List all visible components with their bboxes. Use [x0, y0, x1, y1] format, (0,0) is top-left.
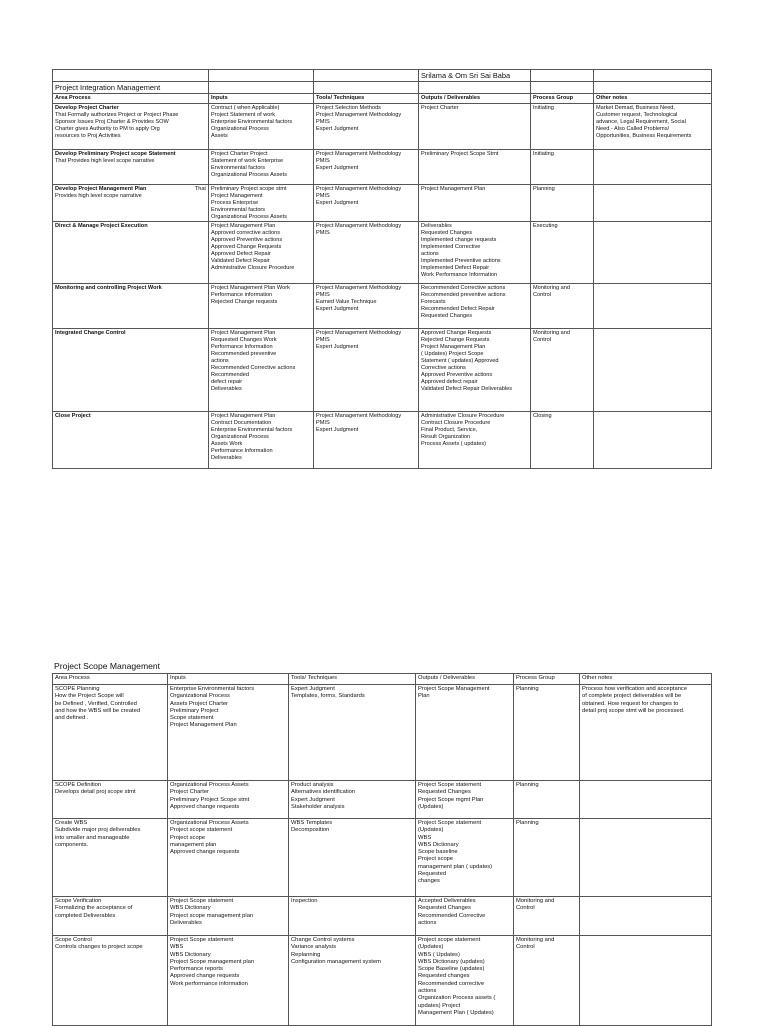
area-cell: Scope Control Controls changes to project scope	[53, 936, 168, 1026]
author-label: Srilama & Om Sri Sai Baba	[419, 70, 531, 82]
inputs-cell: Project Management Plan Requested Changes Work Performance Information Recommended preventive actions Recommended Corrective actions Recommended defect repair Deliverables	[209, 329, 314, 412]
group-cell: Planning	[514, 685, 580, 781]
group-cell: Initiating	[531, 103, 594, 149]
author-row	[53, 70, 712, 82]
area-cell: Develop Project Management Plan That Provides high level scope narrative	[53, 184, 209, 222]
table-row	[53, 685, 712, 781]
outputs-cell: Project Management Plan	[419, 184, 531, 222]
notes-cell	[580, 936, 712, 1026]
outputs-cell: Administrative Closure Procedure Contract Closure Procedure Final Product, Service, Result Organization Process Assets ( updates)	[419, 412, 531, 469]
integration-title: Project Integration Management	[53, 82, 209, 94]
table-row	[53, 184, 712, 222]
table-row	[53, 819, 712, 897]
header-inputs: Inputs	[209, 94, 314, 104]
area-cell: Scope Verification Formalizing the acceptance of completed Deliverables	[53, 897, 168, 936]
group-cell: Monitoring and Control	[514, 897, 580, 936]
header-inputs: Inputs	[168, 674, 289, 685]
tools-cell: WBS Templates Decomposition	[289, 819, 416, 897]
header-notes: Other notes	[594, 94, 712, 104]
notes-cell	[594, 329, 712, 412]
outputs-cell: Project scope statement (Updates) WBS ( Updates) WBS Dictionary (updates) Scope Baseline (updates) Requested changes Recommended corrective actions Organization Process assets ( updates) Project Management Plan ( Updates)	[416, 936, 514, 1026]
area-cell: Integrated Change Control	[53, 329, 209, 412]
outputs-cell: Preliminary Project Scope Stmt	[419, 149, 531, 184]
notes-cell	[580, 897, 712, 936]
group-cell: Planning	[514, 819, 580, 897]
tools-cell: Project Management Methodology PMIS Earned Value Technique Expert Judgment	[314, 284, 419, 329]
tools-cell: Project Management Methodology PMIS Expert Judgment	[314, 149, 419, 184]
outputs-cell: Project Scope statement (Updates) WBS WBS Dictionary Scope baseline Project scope management plan ( updates) Requested changes	[416, 819, 514, 897]
area-cell: Create WBS Subdivide major proj deliverables into smaller and manageable components.	[53, 819, 168, 897]
table-row	[53, 329, 712, 412]
inputs-cell: Project Scope statement WBS WBS Dictionary Project Scope management plan Performance reports Approved change requests Work performance information	[168, 936, 289, 1026]
group-cell: Closing	[531, 412, 594, 469]
scope-title: Project Scope Management	[54, 661, 161, 671]
title-row	[53, 82, 712, 94]
tools-cell: Project Management Methodology PMIS Expert Judgment	[314, 329, 419, 412]
outputs-cell: Accepted Deliverables Requested Changes Recommended Corrective actions	[416, 897, 514, 936]
header-area: Area Process	[53, 674, 168, 685]
notes-cell	[594, 149, 712, 184]
tools-cell: Project Management Methodology PMIS Expert Judgment	[314, 184, 419, 222]
notes-cell	[594, 184, 712, 222]
area-cell: SCOPE Planning How the Project Scope will be Defined , Verified, Controlled and how the WBS will be created and defined .	[53, 685, 168, 781]
tools-cell: Change Control systems Variance analysis Replanning Configuration management system	[289, 936, 416, 1026]
inputs-cell: Project Scope statement WBS Dictionary Project scope management plan Deliverables	[168, 897, 289, 936]
inputs-cell: Preliminary Project scope stmt Project Management Process Enterprise Environmental factors Organizational Process Assets	[209, 184, 314, 222]
area-cell: Direct & Manage Project Execution	[53, 222, 209, 284]
inputs-cell: Project Management Plan Approved corrective actions Approved Preventive actions Approved Change Requests Approved Defect Repair Validated Defect Repair Administrative Closure Procedure	[209, 222, 314, 284]
header-group: Process Group	[514, 674, 580, 685]
integration-table	[52, 69, 712, 469]
notes-cell	[594, 284, 712, 329]
group-cell: Planning	[514, 781, 580, 819]
notes-cell	[594, 222, 712, 284]
header-outputs: Outputs / Deliverables	[416, 674, 514, 685]
notes-cell	[594, 412, 712, 469]
inputs-cell: Organizational Process Assets Project scope statement Project scope management plan Approved change requests	[168, 819, 289, 897]
group-cell: Monitoring and Control	[514, 936, 580, 1026]
notes-cell: Process how verification and acceptance of complete project deliverables will be obtained. How request for changes to detail proj scope stmt will be processed.	[580, 685, 712, 781]
table-row	[53, 936, 712, 1026]
area-cell: Close Project	[53, 412, 209, 469]
notes-cell: Market Demad, Business Need, Customer request, Technological advance, Legal Requirement, Social Need - Also Called Problems/ Opportunities, Business Requirements	[594, 103, 712, 149]
group-cell: Initiating	[531, 149, 594, 184]
inputs-cell: Contract ( when Applicable) Project Statement of work Enterprise Environmental factors Organizational Process Assets	[209, 103, 314, 149]
table-row	[53, 781, 712, 819]
outputs-cell: Project Charter	[419, 103, 531, 149]
outputs-cell: Project Scope Management Plan	[416, 685, 514, 781]
tools-cell: Expert Judgment Templates, forms, Standards	[289, 685, 416, 781]
inputs-cell: Enterprise Environmental factors Organizational Process Assets Project Charter Preliminary Project Scope statement Project Management Plan	[168, 685, 289, 781]
tools-cell: Project Selection Methods Project Management Methodology PMIS Expert Judgment	[314, 103, 419, 149]
inputs-cell: Organizational Process Assets Project Charter Preliminary Project Scope stmt Approved change requests	[168, 781, 289, 819]
tools-cell: Product analysis Alternatives identification Expert Judgment Stakeholder analysis	[289, 781, 416, 819]
header-outputs: Outputs / Deliverables	[419, 94, 531, 104]
group-cell: Planning	[531, 184, 594, 222]
inputs-cell: Project Management Plan Work Performance information Rejected Change requests	[209, 284, 314, 329]
tools-cell: Project Management Methodology PMIS	[314, 222, 419, 284]
table-row	[53, 284, 712, 329]
table-row	[53, 103, 712, 149]
area-cell: Monitoring and controlling Project Work	[53, 284, 209, 329]
inputs-cell: Project Charter Project Statement of work Enterprise Environmental factors Organizational Process Assets	[209, 149, 314, 184]
area-cell: SCOPE Definition Develops detail proj scope stmt	[53, 781, 168, 819]
inputs-cell: Project Management Plan Contract Documentation Enterprise Environmental factors Organizational Process Assets Work Performance Information Deliverables	[209, 412, 314, 469]
outputs-cell: Recommended Corrective actions Recommended preventive actions Forecasts Recommended Defect Repair Requested Changes	[419, 284, 531, 329]
group-cell: Monitoring and Control	[531, 284, 594, 329]
group-cell: Monitoring and Control	[531, 329, 594, 412]
header-row	[53, 94, 712, 104]
header-row	[53, 674, 712, 685]
area-cell: Develop Project Charter That Formally authorizes Project or Project Phase Sponsor Issues Proj Charter & Provides SOW Charter gives Authority to PM to apply Org resources to Proj Activities	[53, 103, 209, 149]
table-row	[53, 412, 712, 469]
header-tools: Tools/ Techniques	[289, 674, 416, 685]
table-row	[53, 897, 712, 936]
area-cell: Develop Preliminary Project scope Statement That Provides high level scope narrative	[53, 149, 209, 184]
tools-cell: Project Management Methodology PMIS Expert Judgment	[314, 412, 419, 469]
table-row	[53, 149, 712, 184]
header-group: Process Group	[531, 94, 594, 104]
header-tools: Tools/ Techniques	[314, 94, 419, 104]
tools-cell: Inspection	[289, 897, 416, 936]
outputs-cell: Project Scope statement Requested Changes Project Scope mgmt Plan (Updates)	[416, 781, 514, 819]
outputs-cell: Deliverables Requested Changes Implemented change requests Implemented Corrective actions Implemented Preventive actions Implemented Defect Repair Work Performance Information	[419, 222, 531, 284]
scope-table	[52, 673, 712, 1026]
table-row	[53, 222, 712, 284]
group-cell: Executing	[531, 222, 594, 284]
header-area: Area Process	[53, 94, 209, 104]
notes-cell	[580, 819, 712, 897]
notes-cell	[580, 781, 712, 819]
outputs-cell: Approved Change Requests Rejected Change Requests Project Management Plan ( Updates) Project Scope Statement ( updates) Approved Corrective actions Approved Preventive actions Approved defect repair Validated Defect Repair Deliverables	[419, 329, 531, 412]
header-notes: Other notes	[580, 674, 712, 685]
